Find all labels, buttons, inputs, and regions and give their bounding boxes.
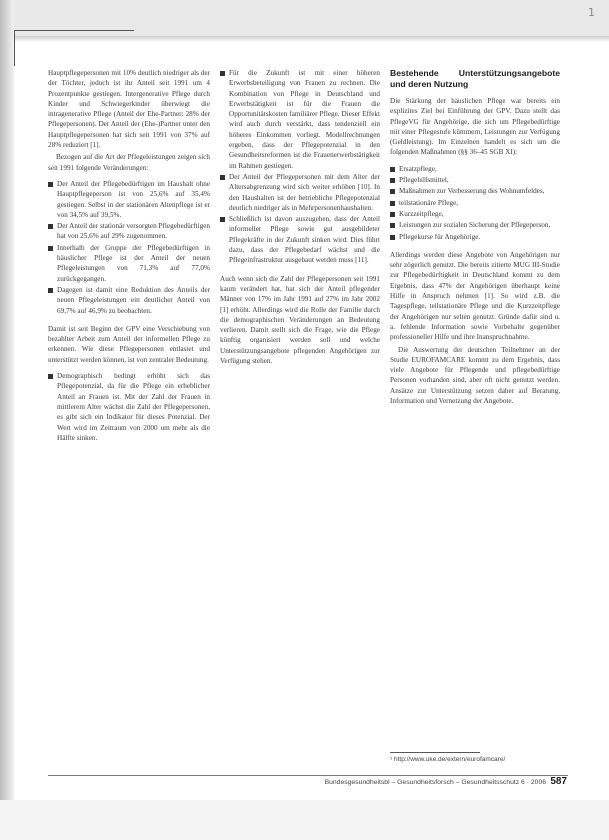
list-item: Maßnahmen zur Verbesserung des Wohnumfeldes, — [390, 186, 560, 196]
page-number: 587 — [550, 776, 567, 787]
list-item: Kurzzeitpflege, — [390, 209, 560, 219]
col1-bullet-list — [48, 179, 210, 316]
binding-shadow — [0, 0, 14, 840]
scan-bottom-margin — [0, 800, 609, 840]
list-item: Innerhalb der Gruppe der Pflegebedürftigen in häuslicher Pflege ist der Anteil der neuen Pflegeleistungen von 71,3% auf 77,0% zurückgegangen. — [48, 243, 210, 284]
running-footer: Bundesgesundheitsbl – Gesundheitsforsch – Gesundheitsschutz 6 · 2006 — [324, 779, 546, 786]
col1-para3: Damit ist seit Beginn der GPV eine Verschiebung von bezahlter Arbeit zum Anteil der informellen Pflege zu erkennen. Wie diese Pflegepersonen entlastet und unterstützt werden können, ist von zentraler Bedeutung. — [48, 324, 210, 364]
col1-para2: Bezogen auf die Art der Pflegeleistungen zeigen sich seit 1991 folgende Veränderungen: — [48, 153, 210, 172]
col1-intro: Hauptpflegepersonen mit 10% deutlich niedriger als der der Töchter, jedoch ist ihr Anteil seit 1991 um 4 Prozentpunkte gestiegen. Intergenerative Pflege durch Kinder und Schwiegerkinder überwiegt die intragenerative Pflege (Anteil der Ehe-Partner: 28% der Pflegepersonen). Der Anteil der (Ehe-)Partner unter den Hauptpflegepersonen hat sich seit 1991 von 37% auf 28% reduziert [1]. — [48, 69, 210, 150]
crop-mark-vertical — [14, 30, 15, 66]
col3-para1: Die Stärkung der häuslichen Pflege war bereits ein explizites Ziel bei Einführung der GPV. Dazu stellt das PflegeVG für Angehörige, die sich um Pflegebedürftige mit einer Pflegestufe kümmern, Leistungen zur Verfügung (Geldleistung). Im Einzelnen handelt es sich um die folgenden Maßnahmen (§§ 36–45 SGB XI): — [390, 97, 560, 157]
col3-bullet-list — [390, 164, 560, 242]
crop-mark-horizontal — [14, 30, 134, 31]
list-item: Der Anteil der Pflegepersonen mit dem Alter der Altersabgrenzung wird sich weiter erhöhen [10]. In den Haushalten ist der betriebliche Pflegepotenzial deutlich niedriger als in Mehrpersonenhaushalten. — [220, 172, 380, 213]
col3-para3: Die Auswertung der deutschen Teilnehmer an der Studie EUROFAMCARE kommt zu dem Ergebnis, dass viele Angebote für Pflegende und pflegebedürftige Personen vorhanden sind, aber oft nicht genutzt werden. Ansätze zur Unterstützung setzen daher auf Beratung, Information und Vernetzung der Angebote. — [390, 345, 560, 406]
scan-shadow — [0, 36, 609, 42]
corner-mark: 1 — [588, 6, 595, 19]
list-item: Der Anteil der Pflegebedürftigen im Haushalt ohne Hauptpflegeperson ist von 25,6% auf 35,4% gestiegen. Selbst in der stationären Altenpflege ist er von 34,5% auf 39,5%. — [48, 179, 210, 220]
col3-para2: Allerdings werden diese Angebote von Angehörigen nur sehr zögerlich genutzt. Die bereits zitierte MUG III-Studie zur Pflegebedürftigkeit in Deutschland kommt zu dem Ergebnis, dass 47% der Angehörigen überhaupt keine Hilfe in Anspruch nehmen [1]. So wird z.B. die Tagespflege, teilstationäre Pflege und die Kurzzeitpflege der Angehörigen nur selten genutzt. Gründe dafür sind u. a. fehlende Information sowie Vorbehalte gegenüber professioneller Hilfe und ihre Inanspruchnahme. — [390, 250, 560, 342]
list-item: teilstationäre Pflege, — [390, 198, 560, 208]
footnote: ¹ http://www.uke.de/extern/eurofamcare/ — [390, 756, 506, 763]
column-3 — [390, 68, 560, 408]
footnote-rule — [390, 752, 480, 753]
col2-para: Auch wenn sich die Zahl der Pflegepersonen seit 1991 kaum verändert hat, hat sich der Anteil pflegender Männer von 17% im Jahr 1991 auf 27% im Jahr 2002 [1] erhöht. Allerdings wird die Rolle der Familie durch die demographischen Veränderungen an Bedeutung verlieren. Damit stellt sich die Frage, wie die Pflege künftig organisiert werden soll und welche Unterstützungsangebote pflegenden Angehörigen zur Verfügung stehen. — [220, 274, 380, 366]
section-heading: Bestehende Unterstützungsangebote und deren Nutzung — [390, 68, 560, 89]
list-item: Pflegekurse für Angehörige. — [390, 232, 560, 242]
list-item: Der Anteil der stationär versorgten Pflegebedürftigen hat von 25,6% auf 29% zugenommen. — [48, 221, 210, 242]
list-item: Leistungen zur sozialen Sicherung der Pflegeperson, — [390, 220, 560, 230]
list-item: Dagegen ist damit eine Reduktion des Anteils der neuen Pflegeleistungen ein deutlicher Anteil von 69,7% auf 46,9% zu beobachten. — [48, 285, 210, 316]
list-item: Ersatzpflege, — [390, 164, 560, 174]
column-2 — [220, 68, 380, 368]
list-item: Schließlich ist davon auszugehen, dass der Anteil informeller Pflege sowie gut ausgebildeter Pflegekräfte in der Zukunft sinken wird. Dies führt dazu, dass der Pflegebedarf wächst und die Pflegeinfrastruktur ausgebaut werden muss [11]. — [220, 214, 380, 265]
list-item: Pflegehilfsmittel, — [390, 175, 560, 185]
list-item: Demographisch bedingt erhöht sich das Pflegepotenzial, da für die Pflege ein erheblicher Anteil an Frauen ist. Mit der Zahl der Frauen in mittlerem Alter wächst die Zahl der Pflegepersonen, es gibt sich ein Indikator für dieses Potenzial. Der Wert wird im Zeitraum von 2000 um mehr als die Hälfte sinken. — [48, 371, 210, 443]
column-1 — [48, 68, 210, 451]
footer-rule — [48, 775, 568, 776]
list-item: Für die Zukunft ist mit einer höheren Erwerbsbeteiligung von Frauen zu rechnen. Die Kombination von Pflege in Deutschland und Erwerbstätigkeit ist für die Frauen die Opportunitätskosten familiärer Pflege. Dieser Effekt wird auch durch verstärkt, dass tendenziell ein höheres Einkommen vorliegt. Modellrechnungen ergeben, dass der Pflegepotenzial in den Gesundheitsreformen ist die Frauenerwerbstätigkeit im Rahmen gestiegen. — [220, 68, 380, 171]
col2-bullet-list — [220, 68, 380, 266]
col1-bullet-list-2 — [48, 371, 210, 443]
